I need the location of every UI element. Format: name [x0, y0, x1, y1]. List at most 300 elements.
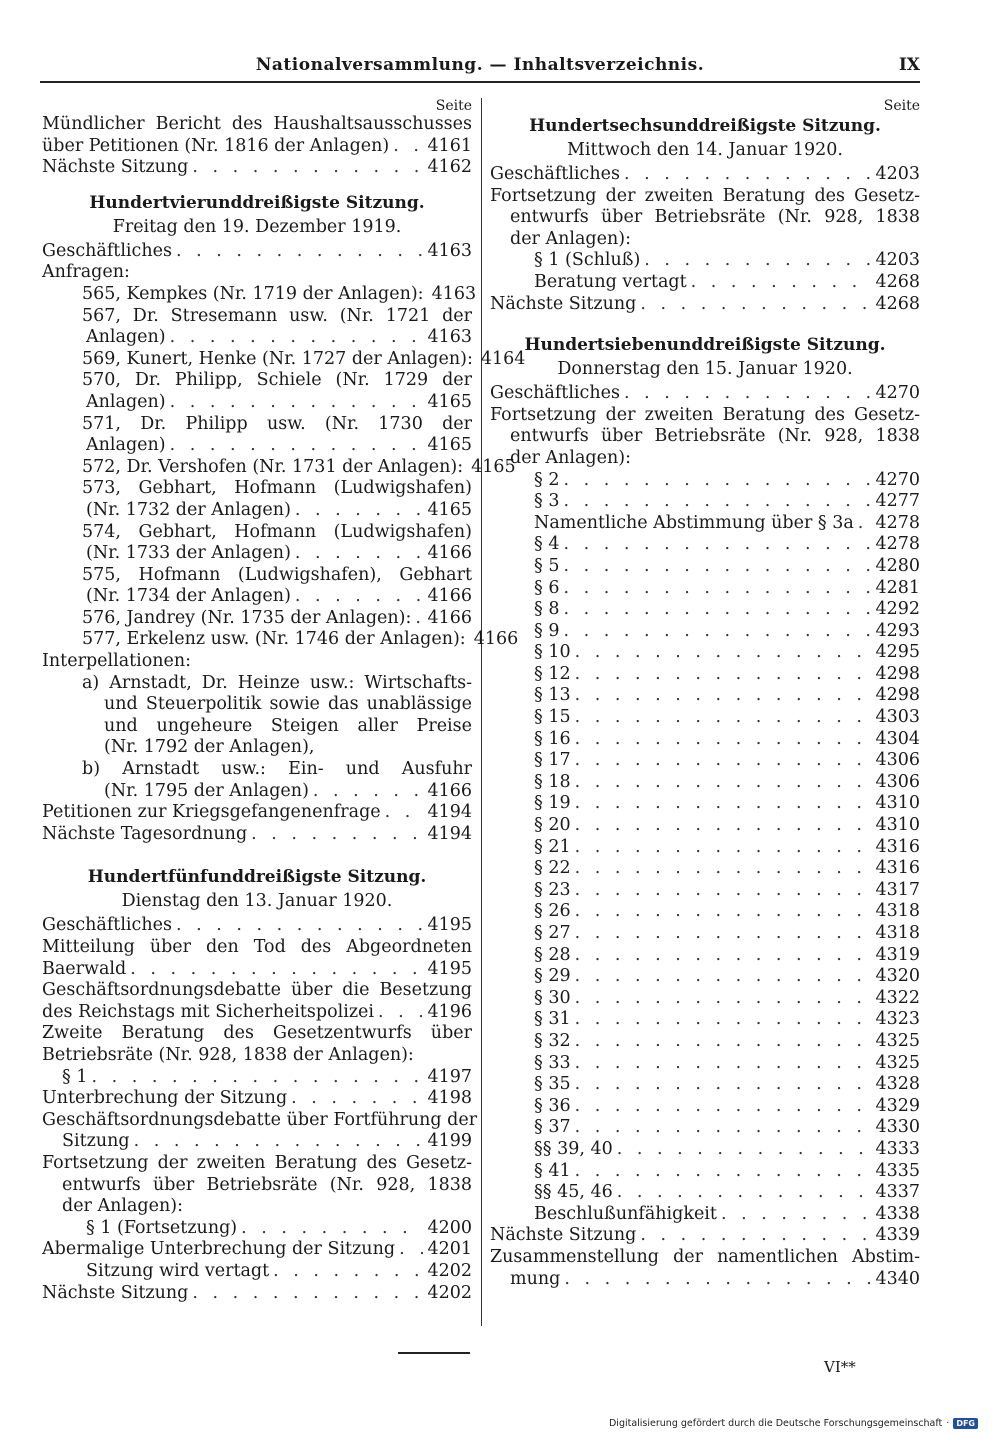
- toc-entry-page: 4320: [875, 966, 920, 987]
- seite-label: Seite: [883, 98, 920, 114]
- toc-entry-text: Nächste Sitzung: [42, 1282, 189, 1303]
- toc-entry: [490, 729, 920, 751]
- toc-entry-text: Sitzung: [62, 1131, 130, 1152]
- toc-entry-text: Geschäftsordnungsdebatte über Fortführung der: [42, 1109, 478, 1130]
- toc-entry-text: § 8: [534, 599, 560, 620]
- toc-entry: [490, 578, 920, 600]
- toc-entry: [42, 629, 519, 651]
- leader-dots: [176, 241, 424, 263]
- toc-entry-page: 4325: [875, 1052, 920, 1073]
- toc-entry: [42, 456, 516, 479]
- toc-entry-text: Geschäftliches: [490, 164, 620, 184]
- toc-entry-page: 4337: [875, 1182, 920, 1203]
- leader-dots: [575, 945, 872, 967]
- leader-dots: [378, 1002, 423, 1024]
- toc-entry: [42, 1002, 472, 1024]
- toc-entry-text: § 33: [534, 1052, 571, 1073]
- toc-entry-text: Fortsetzung der zweiten Beratung des Gesetz-: [490, 404, 920, 425]
- toc-entry-text: Unterbrechung der Sitzung: [42, 1088, 288, 1109]
- right-column: [490, 98, 920, 1290]
- toc-entry-text: Namentliche Abstimmung über § 3a: [534, 512, 854, 533]
- toc-entry-text: Mündlicher Bericht des Haushaltsausschusses: [42, 114, 472, 134]
- toc-entry-page: 4202: [427, 1282, 472, 1303]
- toc-entry: [490, 556, 920, 578]
- toc-entry: [490, 1031, 920, 1053]
- toc-entry-text: § 23: [534, 879, 571, 900]
- toc-entry-text: Geschäftliches: [42, 915, 172, 936]
- leader-dots: [575, 750, 872, 772]
- toc-entry-page: 4203: [875, 164, 920, 184]
- toc-entry-page: 4306: [875, 750, 920, 771]
- toc-entry: [490, 815, 920, 837]
- toc-entry-text: Sitzung wird vertagt: [86, 1260, 270, 1281]
- toc-entry: [490, 513, 920, 535]
- toc-entry-page: 4340: [875, 1268, 920, 1289]
- toc-entry-page: 4201: [427, 1239, 472, 1260]
- toc-entry-page: 4319: [875, 944, 920, 965]
- toc-entry: [42, 781, 472, 803]
- toc-entry-page: 4194: [427, 802, 472, 823]
- toc-entry-text: § 10: [534, 642, 571, 663]
- leader-dots: [251, 824, 423, 846]
- toc-entry: [42, 114, 472, 136]
- leader-dots: [858, 513, 872, 535]
- footer-separator: ·: [946, 1418, 950, 1429]
- toc-entry: [42, 241, 472, 263]
- leader-dots: [575, 1053, 872, 1075]
- toc-entry-text: Beschlußunfähigkeit: [534, 1203, 717, 1224]
- toc-entry: [490, 988, 920, 1010]
- toc-entry: [490, 1053, 920, 1075]
- toc-entry-text: Mitteilung über den Tod des Abgeordneten: [42, 937, 472, 957]
- toc-entry-text: (Nr. 1734 der Anlagen): [86, 586, 291, 607]
- toc-entry: [42, 980, 472, 1002]
- session-title: Hundertsechsunddreißigste Sitzung.: [529, 116, 881, 136]
- toc-entry-text: Beratung vertagt: [534, 271, 687, 292]
- toc-entry-text: (Nr. 1732 der Anlagen): [86, 499, 291, 520]
- toc-entry: [490, 966, 920, 988]
- toc-entry-page: 4270: [875, 469, 920, 490]
- toc-entry-text: § 12: [534, 663, 571, 684]
- toc-entry-text: des Reichstags mit Sicherheitspolizei: [42, 1001, 375, 1022]
- toc-entry-text: § 5: [534, 555, 560, 576]
- toc-entry-text: Petitionen zur Kriegsgefangenenfrage: [42, 802, 381, 823]
- toc-entry-text: § 22: [534, 858, 571, 879]
- toc-entry-text: entwurfs über Betriebsräte (Nr. 928, 1838: [510, 426, 920, 447]
- toc-entry-text: Nächste Sitzung: [490, 1225, 637, 1246]
- toc-entry-text: entwurfs über Betriebsräte (Nr. 928, 1838: [62, 1174, 472, 1195]
- toc-entry-text: 565, Kempkes (Nr. 1719 der Anlagen):: [82, 283, 424, 304]
- toc-entry-text: 574, Gebhart, Hofmann (Ludwigshafen): [82, 521, 472, 542]
- leader-dots: [575, 1096, 872, 1118]
- leader-dots: [563, 491, 871, 513]
- toc-entry-text: § 31: [534, 1009, 571, 1030]
- toc-entry-page: 4293: [875, 620, 920, 641]
- leader-dots: [563, 534, 871, 556]
- leader-dots: [617, 1139, 872, 1161]
- toc-entry: [42, 737, 472, 759]
- toc-entry: [42, 1088, 472, 1110]
- toc-entry: [42, 565, 472, 587]
- leader-dots: [291, 1088, 423, 1110]
- toc-entry-page: 4292: [875, 599, 920, 620]
- leader-dots: [563, 599, 871, 621]
- leader-dots: [564, 1269, 871, 1291]
- toc-entry: [42, 1218, 472, 1240]
- toc-entry-page: 4195: [427, 958, 472, 979]
- toc-entry-page: 4194: [427, 823, 472, 844]
- toc-entry-text: § 3: [534, 491, 560, 512]
- leader-dots: [721, 1204, 872, 1226]
- toc-entry-text: Geschäftsordnungsdebatte über die Besetzung: [42, 980, 472, 1001]
- toc-entry-text: 572, Dr. Vershofen (Nr. 1731 der Anlagen):: [82, 456, 464, 477]
- toc-entry-page: 4310: [875, 815, 920, 836]
- toc-entry-page: 4197: [427, 1066, 472, 1087]
- leader-dots: [691, 272, 872, 294]
- toc-entry: [42, 435, 472, 457]
- leader-dots: [563, 621, 871, 643]
- leader-dots: [575, 685, 872, 707]
- toc-entry: [490, 1182, 920, 1204]
- leader-dots: [192, 157, 423, 179]
- toc-entry: [490, 294, 920, 316]
- toc-entry-text: der Anlagen):: [510, 228, 631, 249]
- toc-entry-text: Anlagen): [86, 391, 166, 412]
- toc-entry-text: Anfragen:: [42, 262, 130, 283]
- toc-entry: [490, 1096, 920, 1118]
- toc-entry-page: 4316: [875, 858, 920, 879]
- toc-entry: [42, 543, 472, 565]
- session-date: Donnerstag den 15. Januar 1920.: [557, 359, 853, 380]
- toc-entry-text: Interpellationen:: [42, 651, 192, 672]
- toc-entry-text: mung: [510, 1268, 561, 1289]
- toc-entry-text: (Nr. 1795 der Anlagen): [104, 780, 309, 801]
- toc-entry: [490, 491, 920, 513]
- toc-entry: [42, 608, 472, 630]
- toc-entry-page: 4161: [427, 135, 472, 156]
- toc-entry: [490, 1225, 920, 1247]
- toc-entry: [490, 837, 920, 859]
- header-title: Nationalversammlung. — Inhaltsverzeichnis.: [255, 55, 705, 75]
- toc-entry-text: Geschäftliches: [42, 240, 172, 261]
- toc-entry-text: entwurfs über Betriebsräte (Nr. 928, 1838: [510, 207, 920, 228]
- toc-entry-text: 577, Erkelenz usw. (Nr. 1746 der Anlagen):: [82, 629, 466, 650]
- toc-entry-text: § 4: [534, 534, 560, 555]
- toc-entry-page: 4333: [875, 1138, 920, 1159]
- toc-entry: [42, 1067, 472, 1089]
- toc-entry-page: 4163: [427, 327, 472, 348]
- toc-entry-page: 4316: [875, 836, 920, 857]
- toc-entry-page: 4166: [427, 543, 472, 564]
- toc-entry-text: Anlagen): [86, 327, 166, 348]
- leader-dots: [575, 901, 872, 923]
- toc-entry: [490, 1009, 920, 1031]
- toc-entry-text: und Steuerpolitik sowie das unablässige: [104, 694, 472, 715]
- toc-entry: [42, 1283, 472, 1305]
- session-title: Hundertvierunddreißigste Sitzung.: [89, 192, 425, 213]
- toc-entry-page: 4163: [427, 240, 472, 261]
- toc-entry: [490, 229, 920, 251]
- toc-entry-text: § 15: [534, 707, 571, 728]
- toc-entry-text: § 30: [534, 987, 571, 1008]
- toc-entry-text: § 1: [62, 1066, 88, 1087]
- leader-dots: [575, 707, 872, 729]
- leader-dots: [624, 383, 872, 405]
- toc-entry-text: 573, Gebhart, Hofmann (Ludwigshafen): [82, 478, 472, 499]
- toc-entry: [490, 272, 920, 294]
- digitization-footer: [609, 1418, 978, 1429]
- session-date: Dienstag den 13. Januar 1920.: [121, 891, 393, 912]
- toc-entry-page: 4203: [875, 250, 920, 271]
- toc-list: [42, 240, 526, 846]
- toc-entry-page: 4268: [875, 271, 920, 292]
- toc-entry: [490, 621, 920, 643]
- toc-entry-text: § 9: [534, 620, 560, 641]
- seite-label: Seite: [435, 98, 472, 114]
- toc-entry: [490, 642, 920, 664]
- leader-dots: [170, 392, 424, 414]
- header-rule: [40, 81, 920, 83]
- toc-entry: [42, 915, 472, 937]
- toc-entry-text: und ungeheure Steigen aller Preise: [104, 715, 472, 736]
- toc-entry-page: 4339: [875, 1225, 920, 1246]
- toc-entry-text: Nächste Tagesordnung: [42, 823, 248, 844]
- toc-entry-page: 4335: [875, 1160, 920, 1181]
- toc-entry: [490, 186, 920, 208]
- toc-entry-page: 4278: [875, 534, 920, 555]
- toc-entry: [42, 586, 472, 608]
- toc-entry: [42, 937, 472, 959]
- toc-entry-page: 4270: [875, 383, 920, 404]
- toc-entry-page: 4164: [480, 348, 526, 369]
- leader-dots: [399, 1239, 423, 1261]
- toc-entry-text: a) Arnstadt, Dr. Heinze usw.: Wirtschafts-: [82, 672, 472, 693]
- toc-entry-page: 4165: [427, 499, 472, 520]
- toc-entry-page: 4166: [473, 629, 519, 650]
- toc-list: [42, 114, 472, 179]
- leader-dots: [575, 966, 872, 988]
- toc-entry: [42, 157, 472, 179]
- toc-entry-page: 4166: [427, 607, 472, 628]
- toc-entry-text: § 13: [534, 685, 571, 706]
- leader-dots: [563, 556, 871, 578]
- toc-entry-page: 4277: [875, 491, 920, 512]
- toc-entry-page: 4202: [427, 1260, 472, 1281]
- toc-entry: [42, 673, 472, 695]
- toc-entry: [42, 716, 472, 738]
- toc-entry: [42, 500, 472, 522]
- toc-entry: [42, 1196, 472, 1218]
- toc-entry-page: 4306: [875, 771, 920, 792]
- toc-entry: [490, 426, 920, 448]
- toc-entry-text: 575, Hofmann (Ludwigshafen), Gebhart: [82, 564, 472, 585]
- toc-entry-text: § 41: [534, 1160, 571, 1181]
- toc-entry-page: 4329: [875, 1095, 920, 1116]
- toc-entry: [490, 534, 920, 556]
- toc-entry-text: über Petitionen (Nr. 1816 der Anlagen): [42, 135, 390, 156]
- toc-entry-text: § 6: [534, 577, 560, 598]
- toc-entry-text: Abermalige Unterbrechung der Sitzung: [42, 1239, 396, 1260]
- leader-dots: [91, 1067, 423, 1089]
- toc-entry-text: (Nr. 1792 der Anlagen),: [104, 737, 315, 758]
- toc-entry: [490, 1074, 920, 1096]
- toc-entry-page: 4322: [875, 987, 920, 1008]
- leader-dots: [241, 1218, 423, 1240]
- toc-entry-text: 571, Dr. Philipp usw. (Nr. 1730 der: [82, 413, 472, 434]
- toc-entry-text: Zweite Beratung des Gesetzentwurfs über: [42, 1023, 472, 1044]
- leader-dots: [575, 837, 872, 859]
- column-divider: [481, 98, 482, 1326]
- toc-entry: [42, 392, 472, 414]
- toc-entry-page: 4304: [875, 728, 920, 749]
- toc-entry-text: § 26: [534, 901, 571, 922]
- running-header: [40, 55, 920, 83]
- toc-entry-page: 4298: [875, 685, 920, 706]
- leader-dots: [176, 915, 424, 937]
- toc-entry: [42, 306, 472, 328]
- toc-entry-text: 570, Dr. Philipp, Schiele (Nr. 1729 der: [82, 370, 472, 391]
- session-date: Freitag den 19. Dezember 1919.: [112, 216, 402, 237]
- toc-entry: [490, 470, 920, 492]
- toc-entry-page: 4198: [427, 1088, 472, 1109]
- leader-dots: [563, 470, 871, 492]
- toc-entry-page: 4165: [471, 456, 516, 477]
- toc-entry: [490, 664, 920, 686]
- toc-entry-text: Baerwald: [42, 958, 127, 979]
- toc-entry: [490, 207, 920, 229]
- toc-entry: [490, 685, 920, 707]
- leader-dots: [575, 1117, 872, 1139]
- toc-entry: [42, 802, 472, 824]
- toc-entry: [42, 1239, 472, 1261]
- leader-dots: [170, 435, 424, 457]
- leader-dots: [575, 1161, 872, 1183]
- page-number: IX: [898, 55, 920, 75]
- leader-dots: [170, 327, 424, 349]
- leader-dots: [295, 543, 424, 565]
- toc-entry-text: der Anlagen):: [62, 1196, 183, 1217]
- toc-entry-page: 4195: [427, 915, 472, 936]
- toc-entry: [490, 599, 920, 621]
- leader-dots: [295, 586, 424, 608]
- toc-entry-page: 4317: [875, 879, 920, 900]
- toc-entry: [490, 772, 920, 794]
- toc-entry-text: Anlagen): [86, 435, 166, 456]
- leader-dots: [130, 959, 423, 981]
- toc-entry-text: Nächste Sitzung: [42, 157, 189, 178]
- session-title: Hundertsiebenunddreißigste Sitzung.: [524, 335, 886, 356]
- toc-entry-page: 4281: [875, 577, 920, 598]
- toc-entry-text: Nächste Sitzung: [490, 293, 637, 314]
- toc-entry-text: § 16: [534, 728, 571, 749]
- toc-entry-page: 4318: [875, 901, 920, 922]
- leader-dots: [575, 793, 872, 815]
- toc-entry-page: 4280: [875, 555, 920, 576]
- toc-entry: [490, 945, 920, 967]
- toc-entry-text: 567, Dr. Stresemann usw. (Nr. 1721 der: [82, 305, 472, 326]
- leader-dots: [575, 642, 872, 664]
- toc-entry: [42, 283, 477, 306]
- leader-dots: [295, 500, 424, 522]
- toc-entry-text: b) Arnstadt usw.: Ein- und Ausfuhr: [82, 759, 472, 780]
- toc-entry: [42, 348, 526, 371]
- toc-entry-text: Geschäftliches: [490, 383, 620, 404]
- toc-entry-text: § 17: [534, 750, 571, 771]
- toc-entry: [490, 383, 920, 405]
- session-date: Mittwoch den 14. Januar 1920.: [567, 140, 843, 160]
- toc-entry-text: 576, Jandrey (Nr. 1735 der Anlagen):: [82, 607, 412, 628]
- leader-dots: [134, 1131, 424, 1153]
- left-column: [42, 98, 526, 1304]
- toc-entry: [490, 707, 920, 729]
- toc-entry: [42, 1175, 472, 1197]
- toc-entry-page: 4323: [875, 1009, 920, 1030]
- sheet-signature: VI**: [824, 1358, 856, 1376]
- toc-entry-text: Zusammenstellung der namentlichen Abstim-: [490, 1246, 920, 1267]
- toc-entry-page: 4310: [875, 793, 920, 814]
- leader-dots: [640, 1225, 871, 1247]
- toc-entry-page: 4278: [875, 512, 920, 533]
- toc-entry-text: § 20: [534, 815, 571, 836]
- toc-entry-page: 4338: [875, 1203, 920, 1224]
- toc-entry-page: 4298: [875, 663, 920, 684]
- toc-entry-text: Fortsetzung der zweiten Beratung des Gesetz-: [42, 1152, 472, 1173]
- toc-entry: [42, 262, 472, 284]
- toc-entry-text: § 21: [534, 836, 571, 857]
- leader-dots: [313, 781, 424, 803]
- toc-entry: [490, 1117, 920, 1139]
- toc-entry-page: 4199: [427, 1131, 472, 1152]
- toc-entry: [490, 923, 920, 945]
- toc-entry-text: § 37: [534, 1117, 571, 1138]
- dfg-logo-icon: DFG: [953, 1418, 978, 1429]
- leader-dots: [273, 1261, 423, 1283]
- toc-list: [42, 915, 478, 1304]
- leader-dots: [192, 1283, 423, 1305]
- toc-entry: [490, 858, 920, 880]
- toc-entry: [490, 1247, 920, 1269]
- toc-entry-text: (Nr. 1733 der Anlagen): [86, 543, 291, 564]
- toc-entry: [42, 327, 472, 349]
- toc-entry-text: § 18: [534, 771, 571, 792]
- toc-entry-text: §§ 45, 46: [534, 1182, 613, 1203]
- toc-entry-text: der Anlagen):: [510, 447, 631, 468]
- leader-dots: [644, 250, 871, 272]
- toc-entry-page: 4163: [431, 283, 477, 304]
- leader-dots: [385, 802, 424, 824]
- toc-entry-text: § 28: [534, 944, 571, 965]
- toc-entry: [490, 1204, 920, 1226]
- toc-entry-page: 4328: [875, 1074, 920, 1095]
- toc-entry-page: 4268: [875, 293, 920, 314]
- toc-entry-text: § 35: [534, 1074, 571, 1095]
- toc-entry: [42, 651, 472, 673]
- toc-entry: [490, 1139, 920, 1161]
- toc-entry-page: 4166: [427, 586, 472, 607]
- toc-entry: [490, 1161, 920, 1183]
- toc-entry-text: 569, Kunert, Henke (Nr. 1727 der Anlagen):: [82, 348, 473, 369]
- toc-entry: [42, 136, 472, 158]
- toc-entry-text: Betriebsräte (Nr. 928, 1838 der Anlagen):: [42, 1044, 414, 1065]
- toc-entry-text: § 29: [534, 966, 571, 987]
- toc-entry: [42, 824, 472, 846]
- leader-dots: [575, 1074, 872, 1096]
- toc-entry: [490, 448, 920, 470]
- toc-entry: [490, 880, 920, 902]
- toc-entry: [42, 1153, 472, 1175]
- toc-entry-page: 4165: [427, 435, 472, 456]
- leader-dots: [575, 664, 872, 686]
